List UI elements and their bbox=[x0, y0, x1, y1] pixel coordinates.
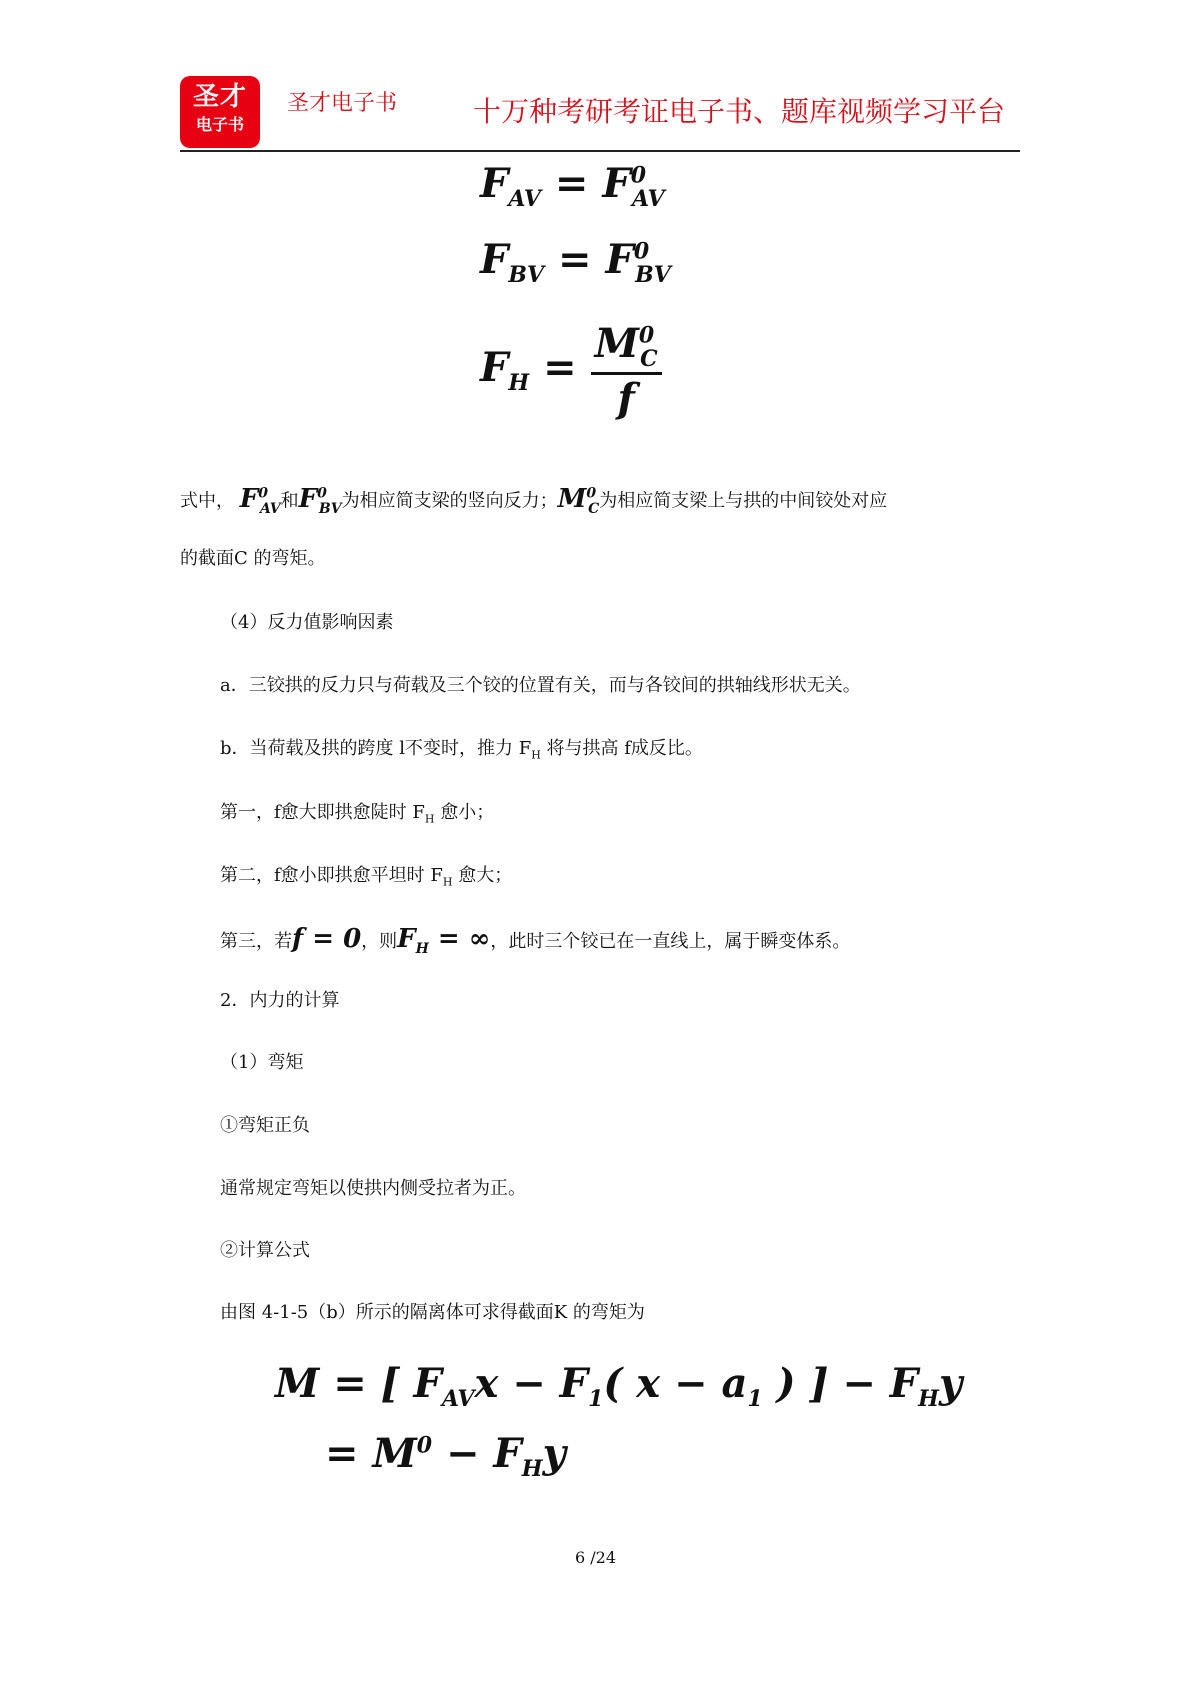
line-second bbox=[220, 863, 512, 896]
eq2-rhs: F bbox=[605, 236, 634, 283]
line-first bbox=[220, 800, 494, 833]
paragraph-where-line2: 的截面C 的弯矩。 bbox=[180, 548, 326, 569]
line-third bbox=[220, 926, 850, 962]
eq3-op: = bbox=[529, 344, 591, 391]
eq3-num-sub: C bbox=[640, 346, 658, 372]
f1-c-sub: 1 bbox=[747, 1386, 763, 1412]
second-sub: H bbox=[442, 875, 453, 889]
f2-a-sup: 0 bbox=[416, 1432, 433, 1459]
eq3-fraction bbox=[591, 320, 662, 422]
p1-m1: F bbox=[239, 483, 259, 514]
header-divider bbox=[180, 150, 1020, 152]
brand-name: 圣才电子书 bbox=[287, 91, 398, 116]
list-item-a: a．三铰拱的反力只与荷载及三个铰的位置有关，而与各铰间的拱轴线形状无关。 bbox=[220, 675, 861, 696]
p1-text4: 为相应简支梁上与拱的中间铰处对应 bbox=[599, 490, 888, 512]
third-m2-rest: = ∞ bbox=[428, 924, 491, 954]
p1-text2: 和 bbox=[280, 490, 299, 512]
eq3-numerator bbox=[591, 320, 662, 375]
f1-a-sub: AV bbox=[441, 1386, 475, 1412]
list-item-b bbox=[220, 736, 703, 769]
paragraph-where bbox=[180, 480, 887, 522]
f1-a: M = [ F bbox=[275, 1360, 442, 1407]
f2-c: y bbox=[542, 1430, 566, 1477]
f1-c: ( x − a bbox=[603, 1360, 748, 1407]
equation-fbv bbox=[480, 236, 671, 288]
second-text2: 愈大； bbox=[452, 865, 513, 886]
first-sub: H bbox=[424, 812, 435, 826]
eq1-lhs-sub: AV bbox=[508, 186, 541, 212]
equation-fav bbox=[480, 160, 665, 212]
p1-m2-sub: BV bbox=[318, 500, 342, 517]
p1-m2-sup: 0 bbox=[317, 485, 327, 501]
p1-text1: 式中， bbox=[180, 490, 234, 512]
f2-b: − F bbox=[432, 1430, 522, 1477]
p1-math-mc bbox=[557, 483, 600, 517]
p1-m3-sub: C bbox=[588, 500, 600, 517]
f1-d: ) ] − F bbox=[762, 1360, 919, 1407]
f2-a: = M bbox=[325, 1430, 417, 1477]
p1-m2: F bbox=[298, 483, 318, 514]
p1-math-fav bbox=[239, 483, 281, 517]
p1-m3: M bbox=[557, 483, 587, 514]
eq3-num-sup: 0 bbox=[638, 322, 655, 349]
circled-item-1: ①弯矩正负 bbox=[220, 1115, 310, 1136]
third-math-f0: f = 0 bbox=[292, 924, 362, 954]
third-text1: 第三，若 bbox=[220, 931, 292, 952]
p1-m1-sub: AV bbox=[259, 500, 281, 517]
moment-formula-line1 bbox=[275, 1360, 962, 1412]
first-text1: 第一，f愈大即拱愈陡时 F bbox=[220, 802, 425, 823]
third-math-fh bbox=[397, 924, 491, 958]
section-heading-4: （4）反力值影响因素 bbox=[220, 612, 394, 633]
f1-d-sub: H bbox=[918, 1386, 939, 1412]
circled-item-2: ②计算公式 bbox=[220, 1240, 310, 1261]
p1-text3: 为相应简支梁的竖向反力； bbox=[341, 490, 558, 512]
third-text2: ，则 bbox=[361, 931, 398, 952]
eq1-rhs-sup: 0 bbox=[630, 162, 647, 189]
third-m2-sub: H bbox=[415, 941, 429, 958]
eq1-rhs-sub: AV bbox=[632, 186, 665, 212]
eq1-op: = bbox=[540, 160, 603, 207]
eq2-op: = bbox=[544, 236, 606, 283]
section-heading-2: 2．内力的计算 bbox=[220, 990, 340, 1011]
eq3-lhs-sub: H bbox=[508, 370, 530, 396]
eq3-denominator: f bbox=[617, 375, 635, 422]
p1-m1-sup: 0 bbox=[258, 485, 268, 501]
eq2-rhs-sup: 0 bbox=[633, 238, 650, 265]
eq3-num: M bbox=[594, 320, 639, 367]
f2-b-sub: H bbox=[521, 1456, 543, 1482]
f1-b: x − F bbox=[474, 1360, 589, 1407]
logo-icon bbox=[180, 76, 260, 148]
header-tagline: 十万种考研考证电子书、题库视频学习平台 bbox=[473, 95, 1006, 128]
eq3-lhs: F bbox=[480, 344, 509, 391]
f1-b-sub: 1 bbox=[588, 1386, 604, 1412]
sign-convention-text: 通常规定弯矩以使拱内侧受拉者为正。 bbox=[220, 1178, 526, 1199]
third-m2: F bbox=[397, 924, 416, 954]
equation-fh bbox=[480, 320, 662, 422]
page-header bbox=[180, 72, 1020, 152]
p1-m3-sup: 0 bbox=[586, 485, 597, 501]
eq1-rhs: F bbox=[602, 160, 631, 207]
eq2-lhs-sub: BV bbox=[508, 262, 545, 288]
page-number: 6 /24 bbox=[574, 1548, 616, 1567]
moment-formula-line2 bbox=[325, 1430, 566, 1482]
formula-intro: 由图 4-1-5（b）所示的隔离体可求得截面K 的弯矩为 bbox=[220, 1302, 645, 1323]
first-text2: 愈小； bbox=[434, 802, 495, 823]
eq2-lhs: F bbox=[480, 236, 509, 283]
third-text3: ，此时三个铰已在一直线上，属于瞬变体系。 bbox=[490, 931, 851, 952]
eq2-rhs-sub: BV bbox=[635, 262, 671, 288]
p1-math-fbv bbox=[298, 483, 342, 517]
f1-e: y bbox=[938, 1360, 963, 1407]
logo-line2: 电子书 bbox=[195, 115, 244, 134]
item-b-text2: 将与拱高 f成反比。 bbox=[540, 738, 703, 759]
item-b-sub: H bbox=[531, 748, 541, 762]
second-text1: 第二，f愈小即拱愈平坦时 F bbox=[220, 865, 443, 886]
item-b-text1: b．当荷载及拱的跨度 l不变时，推力 F bbox=[220, 738, 532, 759]
subsection-1: （1）弯矩 bbox=[220, 1052, 304, 1073]
logo-line1: 圣才 bbox=[192, 82, 247, 112]
eq1-lhs: F bbox=[480, 160, 509, 207]
